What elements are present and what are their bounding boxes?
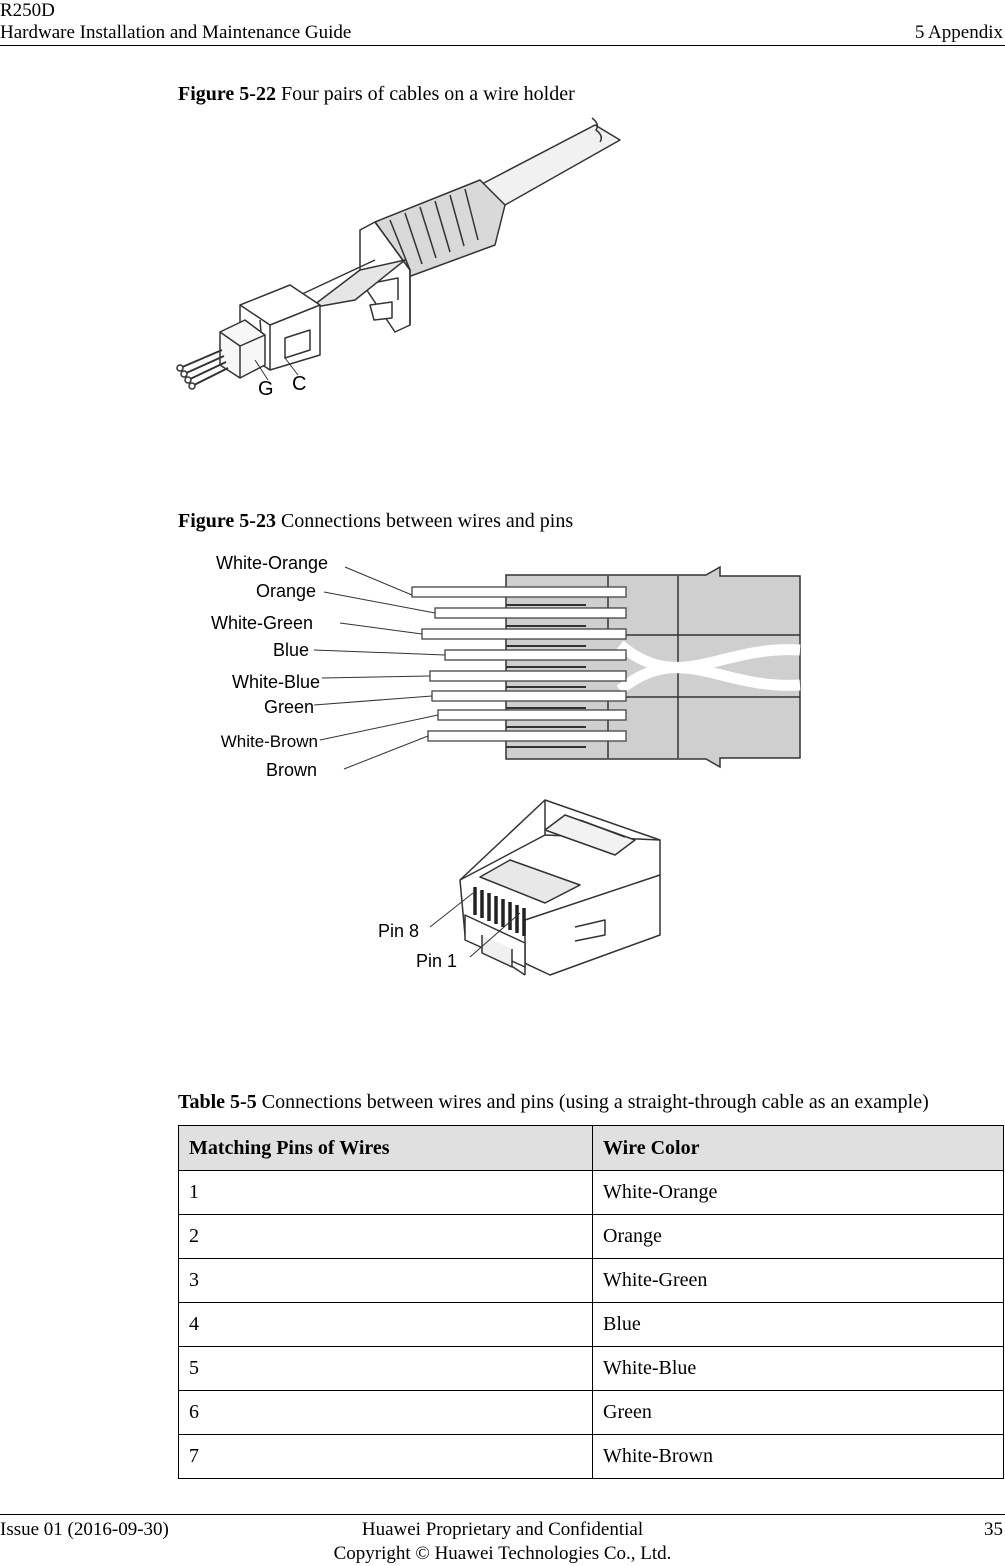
header-rule [0, 45, 1005, 46]
column-header-wire-color: Wire Color [593, 1126, 1004, 1171]
table-row [179, 1347, 1004, 1391]
figure-23-wire-diagram [200, 545, 810, 790]
pin-cell: 1 [179, 1171, 593, 1215]
table-5-5-title: Connections between wires and pins (using a straight-through cable as an example) [261, 1091, 929, 1113]
table-row [179, 1259, 1004, 1303]
footer-confidential: Huawei Proprietary and Confidential [361, 1519, 644, 1540]
figure-23-number: Figure 5-23 [178, 510, 276, 532]
wire-label-white-orange: White-Orange [215, 553, 328, 573]
figure-23-title: Connections between wires and pins [280, 510, 574, 532]
wire-color-cell: White-Blue [593, 1347, 1004, 1391]
pin-cell: 6 [179, 1391, 593, 1435]
table-5-5-number: Table 5-5 [178, 1091, 257, 1113]
figure-22-connector-drawing [160, 110, 640, 410]
table-row [179, 1435, 1004, 1479]
wire-color-cell: White-Green [593, 1259, 1004, 1303]
header-chapter: 5 Appendix [914, 22, 1003, 43]
figure-23-rj45-plug-drawing [370, 795, 670, 980]
table-row [179, 1215, 1004, 1259]
wire-color-cell: Green [593, 1391, 1004, 1435]
wire-label-white-brown: White-Brown [220, 732, 318, 751]
wire-color-cell: White-Orange [593, 1171, 1004, 1215]
figure-22-title: Four pairs of cables on a wire holder [280, 83, 575, 105]
table-row [179, 1171, 1004, 1215]
wire-label-orange: Orange [255, 581, 316, 601]
pin-cell: 5 [179, 1347, 593, 1391]
table-row [179, 1303, 1004, 1347]
wire-color-cell: White-Brown [593, 1435, 1004, 1479]
wire-label-brown: Brown [265, 760, 317, 780]
table-5-5-caption [178, 1091, 929, 1114]
footer-copyright: Copyright © Huawei Technologies Co., Ltd. [333, 1543, 672, 1564]
pin-8-label: Pin 8 [378, 921, 420, 941]
pin-cell: 3 [179, 1259, 593, 1303]
pin-cell: 7 [179, 1435, 593, 1479]
pin-1-label: Pin 1 [416, 951, 458, 971]
wire-label-white-green: White-Green [210, 613, 313, 633]
column-header-pins: Matching Pins of Wires [179, 1126, 593, 1171]
figure-23-caption [178, 510, 573, 533]
footer-issue: Issue 01 (2016-09-30) [0, 1519, 169, 1540]
pin-cell: 4 [179, 1303, 593, 1347]
pin-cell: 2 [179, 1215, 593, 1259]
figure-22-number: Figure 5-22 [178, 83, 276, 105]
footer-page-number: 35 [984, 1519, 1003, 1540]
figure-22-caption [178, 83, 575, 106]
wire-label-white-blue: White-Blue [231, 672, 320, 692]
header-product: R250D [0, 0, 55, 21]
header-guide-title: Hardware Installation and Maintenance Guide [0, 22, 352, 43]
table-header-row [179, 1126, 1004, 1171]
figure-22-label-c: C [292, 373, 307, 395]
wire-label-blue: Blue [272, 640, 309, 660]
wire-color-cell: Blue [593, 1303, 1004, 1347]
footer-rule [0, 1514, 1005, 1515]
table-row [179, 1391, 1004, 1435]
figure-22-label-g: G [258, 378, 274, 400]
wire-label-green: Green [263, 697, 314, 717]
wire-color-cell: Orange [593, 1215, 1004, 1259]
wire-pin-table [178, 1125, 1004, 1479]
